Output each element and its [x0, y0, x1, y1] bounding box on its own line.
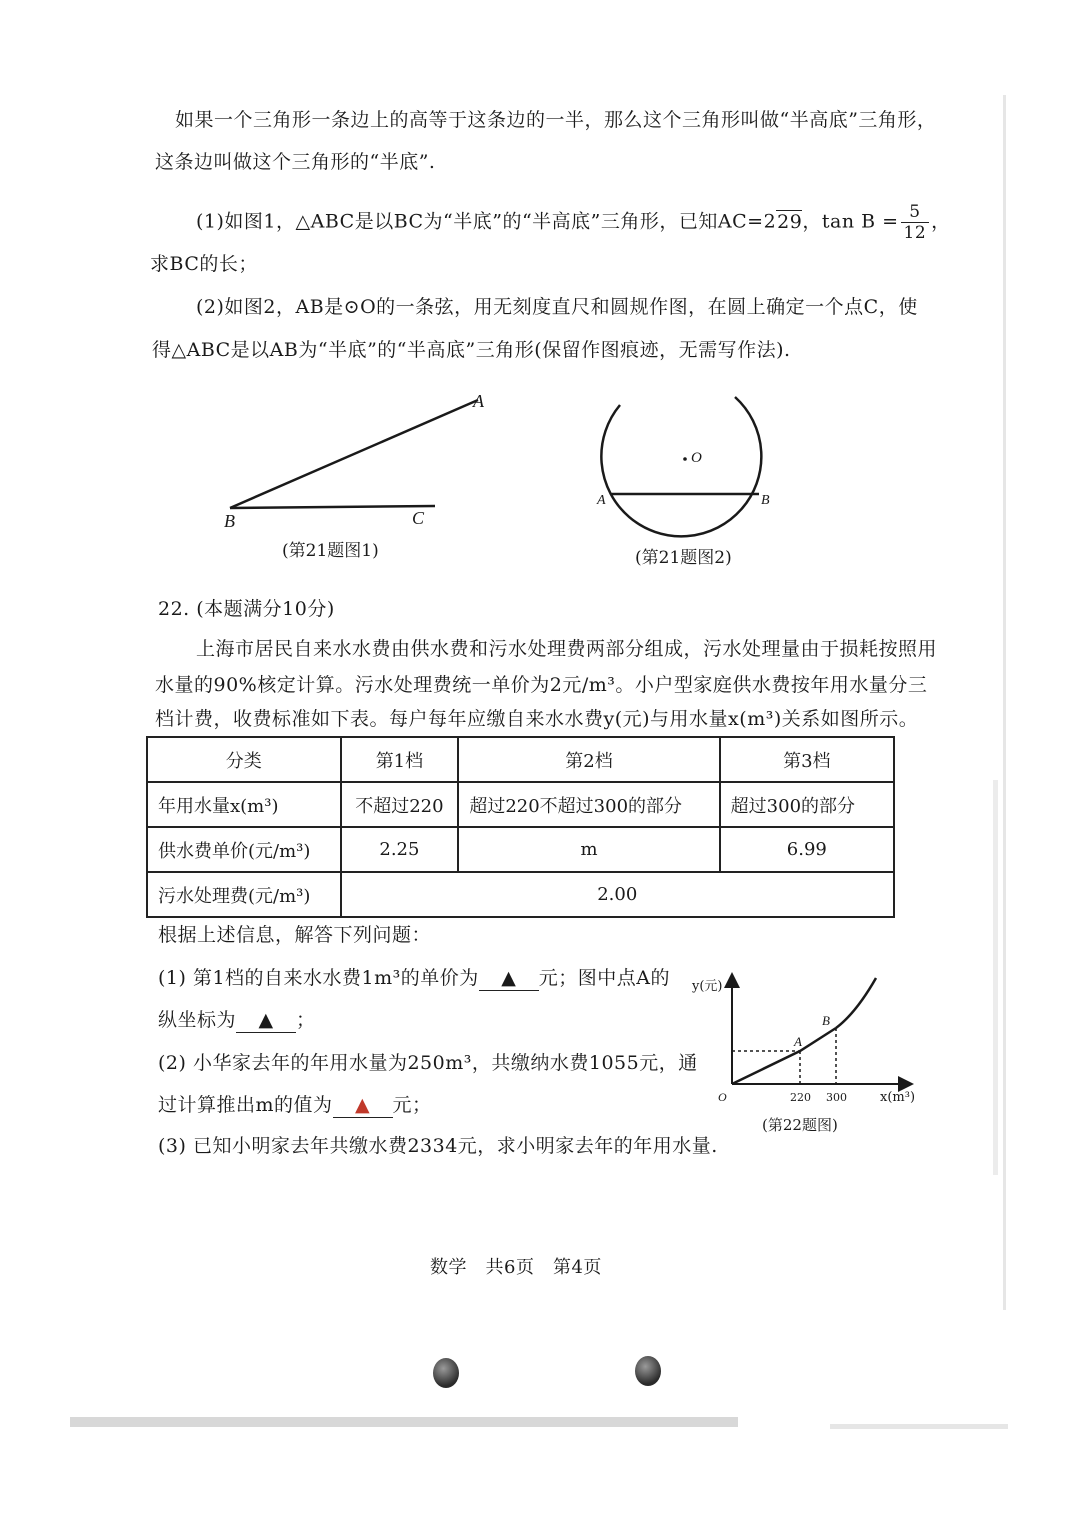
- fig2-label-b: B: [761, 493, 770, 508]
- table-cell: 超过220不超过300的部分: [458, 782, 719, 827]
- fig2-label-a: A: [597, 493, 606, 508]
- fig1-caption: (第21题图1): [282, 541, 379, 561]
- fig1-label-a: A: [473, 391, 484, 411]
- q22-para-2: 水量的90%核定计算。污水处理费统一单价为2元/m³。小户型家庭供水费按年用水量分三: [155, 674, 928, 696]
- scan-edge-bottom-left: [70, 1417, 738, 1427]
- frac-denominator: 12: [903, 223, 927, 243]
- table-header: 第2档: [458, 737, 719, 782]
- fig1-label-b: B: [224, 511, 235, 531]
- table-cell: 年用水量x(m³): [147, 782, 341, 827]
- table-cell: 超过300的部分: [720, 782, 894, 827]
- page-footer: 数学 共6页 第4页: [430, 1257, 602, 1278]
- table-cell: m: [458, 827, 719, 872]
- q22-part1-line-1: [158, 966, 670, 991]
- graph-22: [690, 968, 925, 1140]
- scan-edge-bottom-right: [830, 1424, 1008, 1429]
- q22-part2-text: 过计算推出m的值为: [158, 1094, 333, 1116]
- x-axis-label: x(m³): [880, 1090, 916, 1105]
- segment-oa-ab: [732, 1028, 836, 1084]
- scan-hole-right: [635, 1356, 661, 1386]
- frac-numerator: 5: [901, 202, 930, 223]
- segment-beyond-b: [836, 978, 876, 1028]
- intro-line-1: 如果一个三角形一条边上的高等于这条边的一半，那么这个三角形叫做“半高底”三角形，: [175, 109, 937, 131]
- intro-line-2: 这条边叫做这个三角形的“半底”.: [155, 151, 436, 173]
- point-a-label: A: [794, 1034, 802, 1049]
- segment-ab: [230, 400, 478, 508]
- center-point: [683, 457, 687, 461]
- q22-lead: 根据上述信息，解答下列问题：: [158, 924, 432, 946]
- y-axis-label: y(元): [692, 979, 723, 994]
- answer-blank: ▲: [333, 1093, 393, 1118]
- answer-blank: ▲: [479, 966, 539, 991]
- table-header: 第3档: [720, 737, 894, 782]
- sqrt-value: 29: [777, 210, 803, 233]
- table-row: [147, 827, 894, 872]
- scan-edge-right-inner: [993, 780, 998, 1175]
- tick-300: 300: [826, 1091, 847, 1104]
- point-b-label: B: [822, 1013, 830, 1028]
- q22-para-3: 档计费，收费标准如下表。每户每年应缴自来水水费y(元)与用水量x(m³)关系如图所示。: [155, 708, 919, 730]
- table-row: [147, 782, 894, 827]
- q22-part1-line-2: [158, 1008, 316, 1033]
- q22-part3: (3) 已知小明家去年共缴水费2334元，求小明家去年的年用水量.: [158, 1135, 718, 1157]
- table-cell: 供水费单价(元/m³): [147, 827, 341, 872]
- q22-para-1: 上海市居民自来水水费由供水费和污水处理费两部分组成，污水处理量由于损耗按照用: [196, 638, 938, 660]
- fig2-label-o: O: [691, 450, 702, 466]
- tan-text: ，tan B =: [802, 210, 899, 233]
- q21-part1-text: (1)如图1，△ABC是以BC为“半底”的“半高底”三角形，已知AC=2: [196, 210, 777, 233]
- q22-part1-text-b: 元；图中点A的: [538, 967, 670, 989]
- q22-heading: 22. (本题满分10分): [158, 598, 335, 620]
- table-cell: 不超过220: [341, 782, 459, 827]
- q21-part2-line-2: 得△ABC是以AB为“半底”的“半高底”三角形(保留作图痕迹，无需写作法).: [152, 339, 791, 361]
- scan-hole-left: [433, 1358, 459, 1388]
- q22-part1-text: (1) 第1档的自来水水费1m³的单价为: [158, 967, 479, 989]
- segment-bc: [230, 506, 435, 508]
- answer-blank: ▲: [236, 1008, 296, 1033]
- q21-part1-line-2: 求BC的长；: [150, 253, 258, 275]
- q21-part2-line-1: (2)如图2，AB是⊙O的一条弦，用无刻度直尺和圆规作图，在圆上确定一个点C，使: [196, 296, 918, 318]
- q22-part2-line-2: [158, 1093, 432, 1118]
- table-row: [147, 872, 894, 917]
- q21-part1-line: [196, 202, 951, 243]
- figure-1: [210, 385, 500, 565]
- circle-o: [601, 397, 761, 536]
- origin-label: O: [718, 1090, 727, 1104]
- scan-edge-right: [1003, 95, 1006, 1310]
- table-cell: 污水处理费(元/m³): [147, 872, 341, 917]
- tan-fraction: [901, 202, 930, 243]
- q22-part1-text-c: 纵坐标为: [158, 1009, 237, 1031]
- fee-table: [146, 736, 895, 918]
- q21-part1-end: ，: [931, 210, 951, 233]
- tick-220: 220: [790, 1091, 811, 1104]
- fig1-label-c: C: [412, 508, 425, 528]
- fig2-caption: (第21题图2): [635, 548, 732, 568]
- table-header: 分类: [147, 737, 341, 782]
- table-cell: 2.00: [341, 872, 894, 917]
- figure-2: [585, 385, 790, 580]
- q22-part2-line-1: (2) 小华家去年的年用水量为250m³，共缴纳水费1055元，通: [158, 1052, 698, 1074]
- table-cell: 2.25: [341, 827, 459, 872]
- q22-part1-text-d: ；: [296, 1009, 316, 1031]
- graph-caption: (第22题图): [762, 1116, 838, 1134]
- table-header: 第1档: [341, 737, 459, 782]
- q22-part2-text-c: 元；: [392, 1094, 432, 1116]
- table-cell: 6.99: [720, 827, 894, 872]
- table-header-row: [147, 737, 894, 782]
